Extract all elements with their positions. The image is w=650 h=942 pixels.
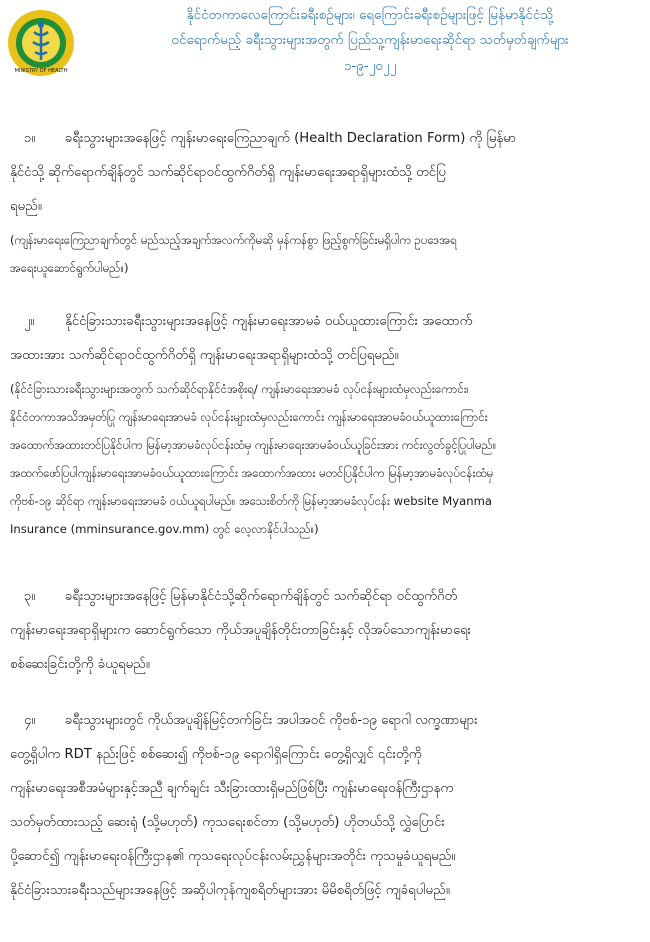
- note-line: (နိုင်ငံခြားသားခရီးသွားများအတွက် သက်ဆိုင်ရာနိုင်ငံအစိုးရ/ ကျန်းမာရေးအာမခံ လုပ်ငန်းများထံမှလည်းကောင်း၊: [10, 382, 469, 396]
- header-date: ၁-၉-၂၀၂၂: [343, 58, 397, 74]
- section-line: [10, 122, 630, 156]
- section-line: ရမည်။: [10, 199, 42, 214]
- ministry-of-health-logo: [6, 8, 76, 78]
- header-title-line-1: နိုင်ငံတကာလေကြောင်းခရီးစဉ်များ၊ ရေကြောင်းခရီးစဉ်များဖြင့် မြန်မာနိုင်ငံသို့: [186, 7, 554, 23]
- section-text: ခရီးသွားများအနေဖြင့် မြန်မာနိုင်ငံသို့ဆိုက်ရောက်ချိန်တွင် သက်ဆိုင်ရာ ဝင်ထွက်ဂိတ်: [65, 589, 458, 604]
- section-number: ၄။: [24, 713, 36, 728]
- note-line: အရေးယူဆောင်ရွက်ပါမည်။): [10, 261, 129, 275]
- note-line: Insurance (mminsurance.gov.mm) တွင် လေ့လာနိုင်ပါသည်။): [10, 522, 319, 536]
- document-header: [0, 0, 650, 100]
- section-4: [10, 704, 630, 908]
- section-number: ၁။: [24, 131, 36, 146]
- section-line: တွေ့ရှိပါက RDT နည်းဖြင့် စစ်ဆေး၍ ကိုဗစ်-၁၉ ရောဂါရှိကြောင်း တွေ့ရှိလျှင် ၎င်းတို့ကို: [10, 747, 422, 762]
- section-line: နိုင်ငံခြားသားခရီးသည်များအနေဖြင့် အဆိုပါကုန်ကျစရိတ်များအား မိမိစရိတ်ဖြင့် ကျခံရပါမည်။: [10, 883, 450, 898]
- note-line: အထောက်အထားတင်ပြနိုင်ပါက မြန်မာ့အာမခံလုပ်ငန်းထံမှ ကျန်းမာရေးအာမခံဝယ်ယူခြင်းအား ကင်းလွတ်ခွင့်ပြုပါမည်။: [10, 438, 497, 452]
- section-line: [10, 704, 630, 738]
- section-text: နိုင်ငံခြားသားခရီးသွားများအနေဖြင့် ကျန်းမာရေးအာမခံ ဝယ်ယူထားကြောင်း အထောက်: [65, 314, 473, 329]
- section-2-note: [10, 375, 630, 543]
- note-line: ကိုဗစ်-၁၉ ဆိုင်ရာ ကျန်းမာရေးအာမခံ ဝယ်ယူရပါမည်။ အသေးစိတ်ကို မြန်မာ့အာမခံလုပ်ငန်း website Myanma: [10, 494, 492, 508]
- note-line: နိုင်ငံတကာအသိအမှတ်ပြု ကျန်းမာရေးအာမခံ လုပ်ငန်းများထံမှလည်းကောင်း ကျန်းမာရေးအာမခံဝယ်ယူထားကြောင်း: [10, 410, 488, 424]
- section-text: ခရီးသွားများအနေဖြင့် ကျန်းမာရေးကြေညာချက် (Health Declaration Form) ကို မြန်မာ: [65, 131, 517, 146]
- section-line: နိုင်ငံသို့ ဆိုက်ရောက်ချိန်တွင် သက်ဆိုင်ရာဝင်ထွက်ဂိတ်ရှိ ကျန်းမာရေးအရာရှိများထံသို့ တင်ပြ: [10, 165, 446, 180]
- section-line: သတ်မှတ်ထားသည့် ဆေးရုံ (သို့မဟုတ်) ကုသရေးစင်တာ (သို့မဟုတ်) ဟိုတယ်သို့ လွှဲပြောင်း: [10, 815, 445, 830]
- section-number: ၃။: [24, 589, 36, 604]
- section-line: ပို့ဆောင်၍ ကျန်းမာရေးဝန်ကြီးဌာန၏ ကုသရေးလုပ်ငန်းလမ်းညွှန်များအတိုင်း ကုသမှုခံယူရမည်။: [10, 849, 456, 864]
- section-text: ခရီးသွားများတွင် ကိုယ်အပူချိန်မြင့်တက်ခြင်း အပါအဝင် ကိုဗစ်-၁၉ ရောဂါ လက္ခဏာများ: [65, 713, 478, 728]
- note-line: (ကျန်းမာရေးကြေညာချက်တွင် မည်သည့်အချက်အလက်ကိုမဆို မှန်ကန်စွာ ဖြည့်စွက်ခြင်းမရှိပါက ဥပဒေအရ: [10, 233, 457, 247]
- section-3: [10, 580, 630, 682]
- section-number: ၂။: [24, 314, 35, 329]
- section-line: အထားအား သက်ဆိုင်ရာဝင်ထွက်ဂိတ်ရှိ ကျန်းမာရေးအရာရှိများထံသို့ တင်ပြရမည်။: [10, 348, 399, 363]
- header-title-line-2: ဝင်ရောက်မည့် ခရီးသွားများအတွက် ပြည်သူ့ကျန်းမာရေးဆိုင်ရာ သတ်မှတ်ချက်များ: [171, 32, 569, 48]
- section-1: [10, 122, 630, 224]
- section-line: ကျန်းမာရေးအစီအမံများနှင့်အညီ ချက်ချင်း သီးခြားထားရှိမည်ဖြစ်ပြီး ကျန်းမာရေးဝန်ကြီးဌာနက: [10, 781, 454, 796]
- section-2: [10, 305, 630, 373]
- section-line: [10, 305, 630, 339]
- logo-caption: MINISTRY OF HEALTH: [14, 68, 68, 74]
- section-1-note: [10, 226, 630, 282]
- note-line: အထက်ဖော်ပြပါကျန်းမာရေးအာမခံဝယ်ယူထားကြောင်း အထောက်အထား မတင်ပြနိုင်ပါက မြန်မာ့အာမခံလုပ်ငန်းထံမှ: [10, 466, 494, 480]
- section-line: ကျန်းမာရေးအရာရှိများက ဆောင်ရွက်သော ကိုယ်အပူချိန်တိုင်းတာခြင်းနှင့် လိုအပ်သောကျန်းမာရေး: [10, 623, 472, 638]
- section-line: စစ်ဆေးခြင်းတို့ကို ခံယူရမည်။: [10, 657, 150, 672]
- section-line: [10, 580, 630, 614]
